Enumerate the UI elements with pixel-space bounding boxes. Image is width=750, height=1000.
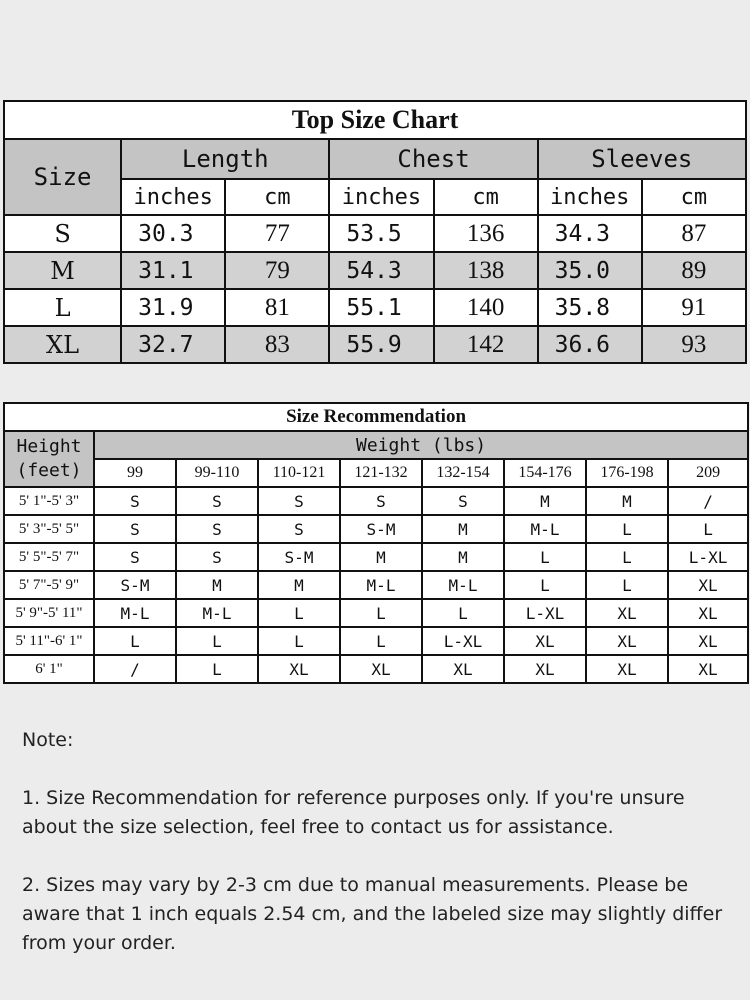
size-label: S — [4, 215, 121, 252]
recommended-size: S-M — [94, 571, 176, 599]
notes-heading: Note: — [22, 729, 74, 751]
recommended-size: S — [176, 543, 258, 571]
inches-value: 34.3 — [538, 215, 642, 252]
height-range-label: 5' 11"-6' 1" — [4, 627, 94, 655]
unit-header: cm — [225, 179, 329, 215]
recommended-size: L — [586, 515, 668, 543]
size-column-header: Size — [4, 139, 121, 215]
inches-value: 31.1 — [121, 252, 225, 289]
weight-header: Weight (lbs) — [94, 431, 748, 459]
recommended-size: S-M — [340, 515, 422, 543]
recommended-size: XL — [504, 627, 586, 655]
recommended-size: XL — [668, 627, 748, 655]
unit-header: inches — [329, 179, 433, 215]
height-range-label: 5' 9"-5' 11" — [4, 599, 94, 627]
size-row — [4, 289, 746, 326]
weight-range-header: 110-121 — [258, 459, 340, 487]
recommendation-row — [4, 487, 748, 515]
recommended-size: L — [422, 599, 504, 627]
recommended-size: L — [176, 655, 258, 683]
recommendation-row — [4, 599, 748, 627]
top-chart-title: Top Size Chart — [4, 101, 746, 139]
recommended-size: L — [504, 571, 586, 599]
recommendation-row — [4, 571, 748, 599]
unit-header: cm — [642, 179, 746, 215]
height-range-label: 5' 1"-5' 3" — [4, 487, 94, 515]
cm-value: 81 — [225, 289, 329, 326]
recommended-size: L — [340, 599, 422, 627]
recommended-size: S — [422, 487, 504, 515]
weight-range-header: 99-110 — [176, 459, 258, 487]
recommended-size: S — [176, 515, 258, 543]
unit-header: inches — [121, 179, 225, 215]
inches-value: 31.9 — [121, 289, 225, 326]
weight-range-header: 99 — [94, 459, 176, 487]
notes-section — [22, 726, 728, 958]
inches-value: 35.8 — [538, 289, 642, 326]
unit-header: inches — [538, 179, 642, 215]
recommended-size: S — [258, 487, 340, 515]
recommended-size: L — [94, 627, 176, 655]
size-recommendation-table — [3, 402, 749, 684]
recommended-size: M — [504, 487, 586, 515]
weight-range-header: 209 — [668, 459, 748, 487]
cm-value: 77 — [225, 215, 329, 252]
recommended-size: L — [504, 543, 586, 571]
cm-value: 91 — [642, 289, 746, 326]
recommended-size: M — [586, 487, 668, 515]
size-label: M — [4, 252, 121, 289]
recommended-size: XL — [668, 599, 748, 627]
weight-range-header: 132-154 — [422, 459, 504, 487]
recommended-size: L-XL — [668, 543, 748, 571]
recommended-size: L — [258, 627, 340, 655]
recommended-size: L-XL — [422, 627, 504, 655]
recommended-size: S — [94, 487, 176, 515]
cm-value: 89 — [642, 252, 746, 289]
note-item: 1. Size Recommendation for reference purposes only. If you're unsure about the size selection, feel free to contact us for assistance. — [22, 787, 685, 838]
recommended-size: S — [340, 487, 422, 515]
inches-value: 53.5 — [329, 215, 433, 252]
weight-range-header: 121-132 — [340, 459, 422, 487]
recommended-size: S — [94, 515, 176, 543]
size-row — [4, 215, 746, 252]
size-label: L — [4, 289, 121, 326]
height-range-label: 5' 3"-5' 5" — [4, 515, 94, 543]
height-column-header: Height (feet) — [4, 431, 94, 487]
recommended-size: L — [340, 627, 422, 655]
height-range-label: 5' 7"-5' 9" — [4, 571, 94, 599]
cm-value: 93 — [642, 326, 746, 363]
top-size-chart — [3, 100, 747, 364]
recommended-size: M — [422, 543, 504, 571]
cm-value: 79 — [225, 252, 329, 289]
recommended-size: L — [668, 515, 748, 543]
size-label: XL — [4, 326, 121, 363]
recommended-size: M — [340, 543, 422, 571]
cm-value: 87 — [642, 215, 746, 252]
recommendation-row — [4, 627, 748, 655]
recommended-size: M — [176, 571, 258, 599]
chest-header: Chest — [329, 139, 537, 179]
recommended-size: M-L — [422, 571, 504, 599]
recommended-size: / — [668, 487, 748, 515]
recommended-size: M-L — [94, 599, 176, 627]
recommended-size: L — [176, 627, 258, 655]
inches-value: 35.0 — [538, 252, 642, 289]
recommended-size: XL — [668, 655, 748, 683]
inches-value: 55.9 — [329, 326, 433, 363]
length-header: Length — [121, 139, 329, 179]
recommended-size: / — [94, 655, 176, 683]
recommendation-title: Size Recommendation — [4, 403, 748, 431]
recommendation-row — [4, 543, 748, 571]
recommendation-row — [4, 515, 748, 543]
height-range-label: 6' 1" — [4, 655, 94, 683]
inches-value: 32.7 — [121, 326, 225, 363]
recommended-size: L — [586, 543, 668, 571]
inches-value: 36.6 — [538, 326, 642, 363]
recommended-size: XL — [422, 655, 504, 683]
note-item: 2. Sizes may vary by 2-3 cm due to manual measurements. Please be aware that 1 inch equals 2.54 cm, and the labeled size may slightly differ from your order. — [22, 874, 723, 954]
size-row — [4, 326, 746, 363]
recommended-size: L — [258, 599, 340, 627]
height-range-label: 5' 5"-5' 7" — [4, 543, 94, 571]
recommended-size: M — [258, 571, 340, 599]
recommended-size: S — [94, 543, 176, 571]
recommended-size: XL — [258, 655, 340, 683]
recommended-size: XL — [668, 571, 748, 599]
recommended-size: M-L — [504, 515, 586, 543]
recommended-size: S-M — [258, 543, 340, 571]
recommended-size: M — [422, 515, 504, 543]
cm-value: 140 — [434, 289, 538, 326]
recommended-size: L-XL — [504, 599, 586, 627]
cm-value: 136 — [434, 215, 538, 252]
sleeves-header: Sleeves — [538, 139, 746, 179]
cm-value: 142 — [434, 326, 538, 363]
recommended-size: XL — [504, 655, 586, 683]
recommendation-row — [4, 655, 748, 683]
unit-header: cm — [434, 179, 538, 215]
inches-value: 54.3 — [329, 252, 433, 289]
cm-value: 83 — [225, 326, 329, 363]
recommended-size: M-L — [176, 599, 258, 627]
recommended-size: XL — [340, 655, 422, 683]
recommended-size: XL — [586, 655, 668, 683]
cm-value: 138 — [434, 252, 538, 289]
recommended-size: XL — [586, 599, 668, 627]
inches-value: 55.1 — [329, 289, 433, 326]
recommended-size: XL — [586, 627, 668, 655]
recommended-size: M-L — [340, 571, 422, 599]
weight-range-header: 176-198 — [586, 459, 668, 487]
size-row — [4, 252, 746, 289]
inches-value: 30.3 — [121, 215, 225, 252]
recommended-size: S — [258, 515, 340, 543]
recommended-size: S — [176, 487, 258, 515]
recommended-size: L — [586, 571, 668, 599]
weight-range-header: 154-176 — [504, 459, 586, 487]
